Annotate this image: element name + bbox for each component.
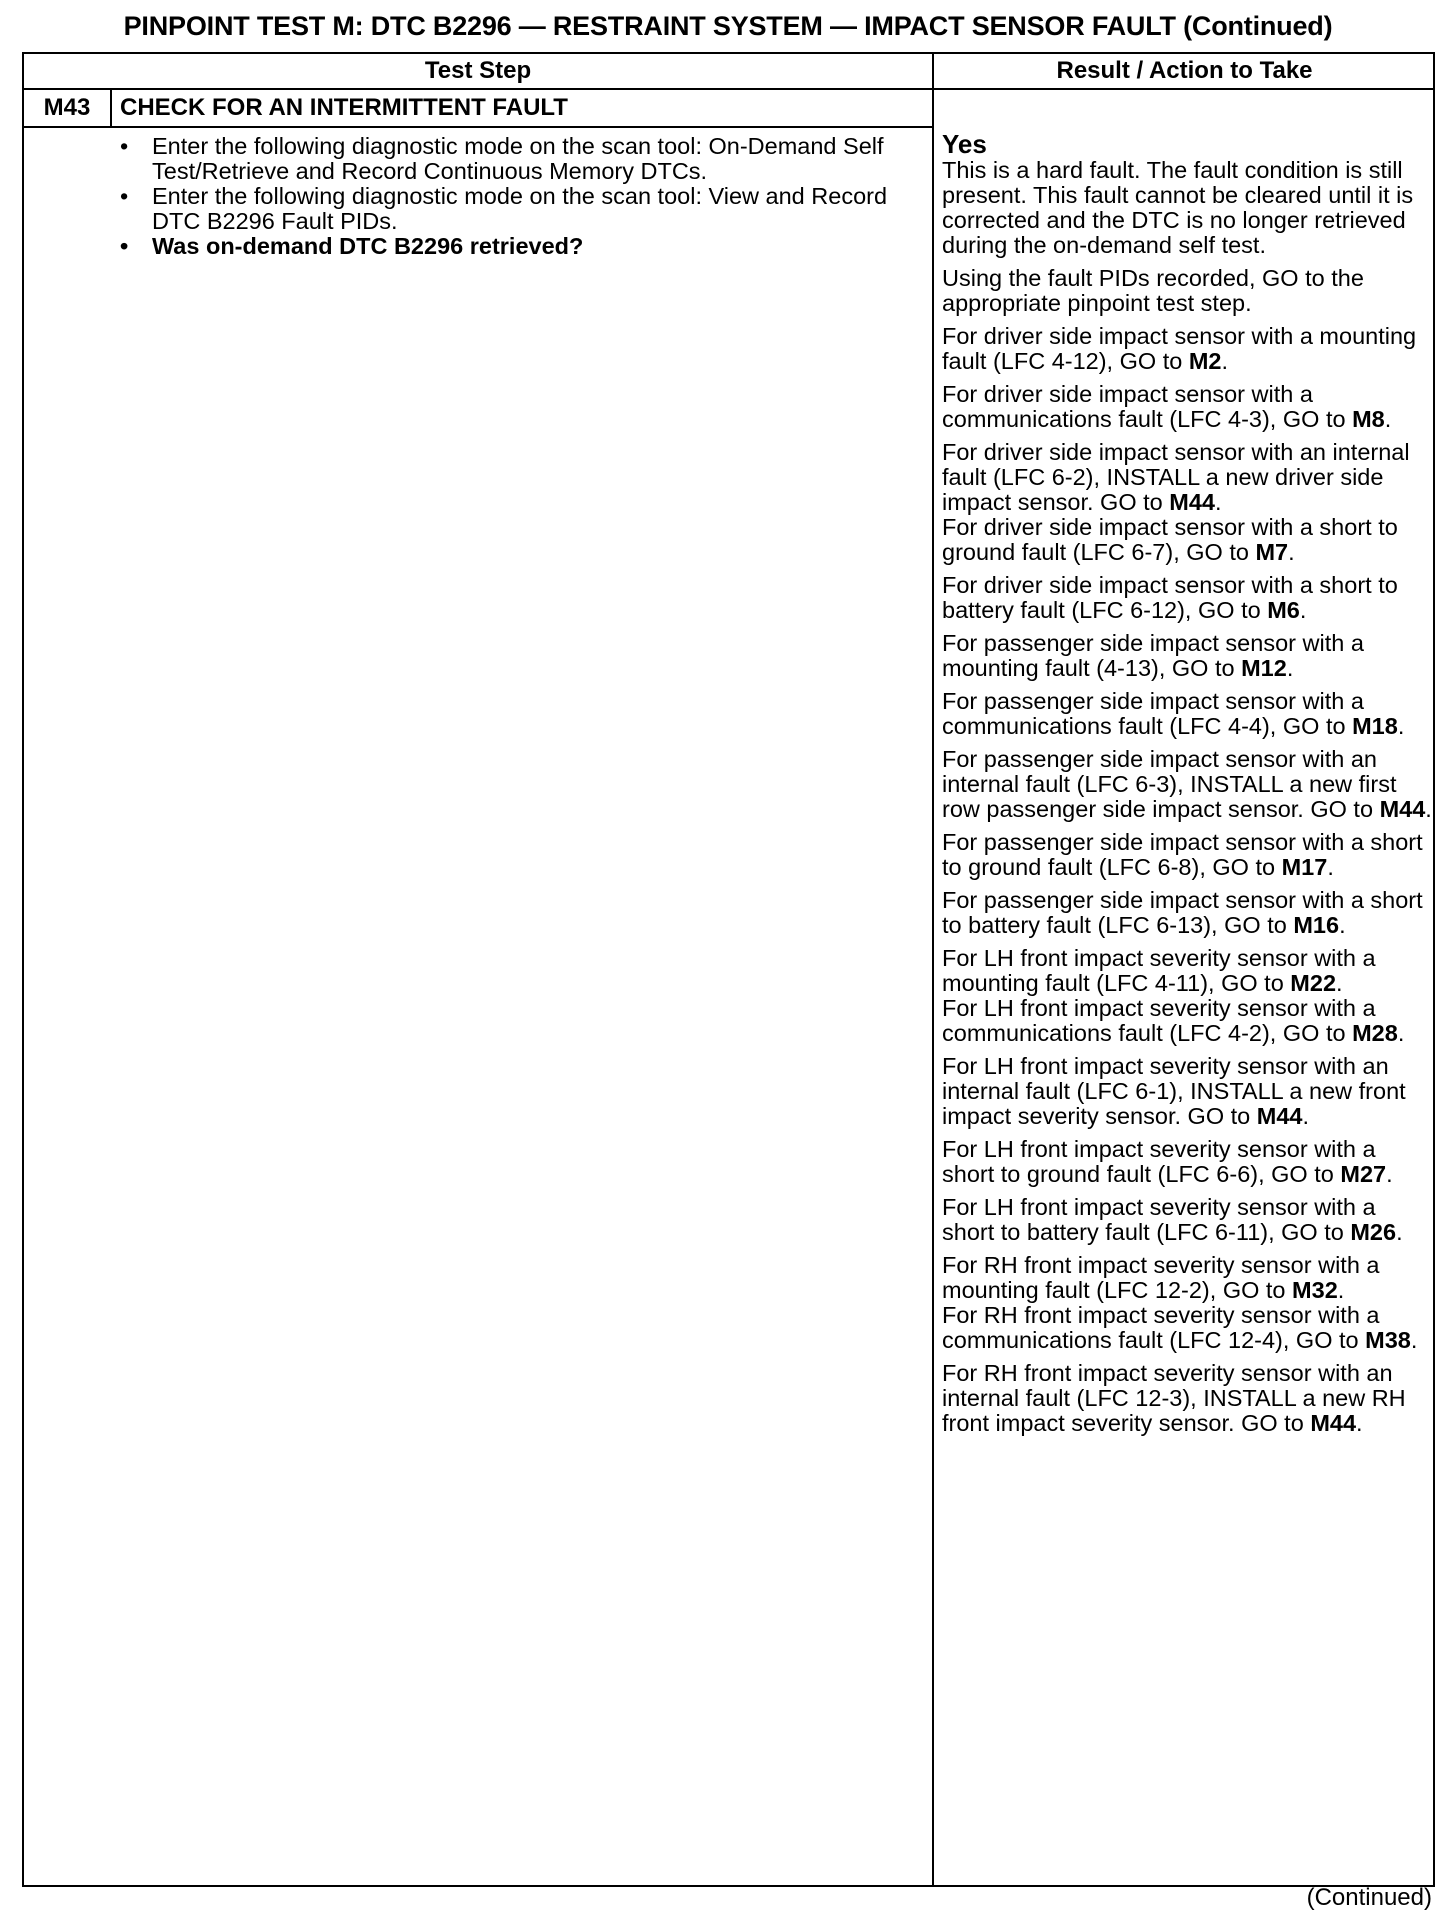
step-reference: M6 (1267, 597, 1300, 623)
step-reference: M16 (1293, 912, 1340, 938)
header-test-step: Test Step (424, 57, 532, 84)
instruction-question: • Was on-demand DTC B2296 retrieved? (120, 233, 584, 259)
action-item: For RH front impact severity sensor with an internal fault (LFC 12-3), INSTALL a new RH front impact severity sensor. GO to M44. (942, 1360, 1406, 1436)
continued-footer: (Continued) (1306, 1884, 1432, 1911)
result-yes-label: Yes (942, 129, 987, 159)
step-reference: M28 (1352, 1020, 1398, 1046)
step-reference: M44 (1310, 1410, 1357, 1436)
step-row-divider (24, 126, 932, 128)
bullet-icon: • (120, 183, 129, 209)
step-reference: M27 (1340, 1161, 1387, 1187)
column-divider (932, 54, 934, 1885)
step-reference: M17 (1281, 854, 1328, 880)
hard-fault-text: This is a hard fault. The fault condition is still present. This fault cannot be cleared until it is corrected and the DTC is no longer retrieved during the on-demand self test. (942, 157, 1414, 258)
action-item: For LH front impact severity sensor with an internal fault (LFC 6-1), INSTALL a new front impact severity sensor. GO to M44. (942, 1053, 1406, 1129)
header-result-action: Result / Action to Take (1056, 57, 1313, 84)
step-reference: M26 (1350, 1219, 1397, 1245)
step-reference: M2 (1188, 348, 1222, 374)
step-reference: M38 (1365, 1327, 1411, 1353)
step-reference: M44 (1256, 1103, 1303, 1129)
bullet-icon: • (120, 133, 129, 159)
pinpoint-test-table (22, 52, 1435, 1887)
step-id: M43 (43, 94, 91, 121)
step-id-divider (110, 88, 112, 126)
page-title: PINPOINT TEST M: DTC B2296 — RESTRAINT SYSTEM — IMPACT SENSOR FAULT (Continued) (123, 11, 1333, 41)
step-reference: M22 (1290, 970, 1337, 996)
step-reference: M12 (1241, 655, 1287, 681)
action-item: For LH front impact severity sensor with a short to ground fault (LFC 6-6), GO to M27. (942, 1136, 1393, 1187)
result-column (942, 130, 1434, 1436)
action-item: For LH front impact severity sensor with a mounting fault (LFC 4-11), GO to M22. (942, 945, 1376, 996)
action-item: For passenger side impact sensor with a short to battery fault (LFC 6-13), GO to M16. (942, 887, 1423, 938)
action-item: For passenger side impact sensor with an internal fault (LFC 6-3), INSTALL a new first row passenger side impact sensor. GO to M44. (942, 746, 1432, 822)
step-reference: M7 (1255, 539, 1289, 565)
action-item: For driver side impact sensor with a mounting fault (LFC 4-12), GO to M2. (942, 323, 1417, 374)
action-item: For driver side impact sensor with a short to ground fault (LFC 6-7), GO to M7. (942, 514, 1398, 565)
step-reference: M32 (1292, 1277, 1338, 1303)
step-reference: M18 (1352, 713, 1398, 739)
instruction-item: • Enter the following diagnostic mode on the scan tool: View and Record DTC B2296 Fault PIDs. (120, 183, 888, 234)
action-item: For RH front impact severity sensor with a mounting fault (LFC 12-2), GO to M32. (942, 1252, 1380, 1303)
action-item: For LH front impact severity sensor with a short to battery fault (LFC 6-11), GO to M26. (942, 1194, 1403, 1245)
action-item: For passenger side impact sensor with a communications fault (LFC 4-4), GO to M18. (942, 688, 1405, 739)
action-item: For driver side impact sensor with a short to battery fault (LFC 6-12), GO to M6. (942, 572, 1398, 623)
action-list (942, 324, 1434, 1436)
step-reference: M8 (1352, 406, 1385, 432)
action-item: For driver side impact sensor with a communications fault (LFC 4-3), GO to M8. (942, 381, 1392, 432)
instruction-list (120, 133, 922, 259)
action-item: For passenger side impact sensor with a short to ground fault (LFC 6-8), GO to M17. (942, 829, 1423, 880)
action-item: For LH front impact severity sensor with a communications fault (LFC 4-2), GO to M28. (942, 995, 1405, 1046)
instruction-item: • Enter the following diagnostic mode on the scan tool: On-Demand Self Test/Retrieve and Record Continuous Memory DTCs. (120, 133, 884, 184)
step-reference: M44 (1169, 489, 1215, 515)
using-pids-text: Using the fault PIDs recorded, GO to the appropriate pinpoint test step. (942, 265, 1364, 316)
action-item: For passenger side impact sensor with a mounting fault (4-13), GO to M12. (942, 630, 1364, 681)
step-title: CHECK FOR AN INTERMITTENT FAULT (120, 94, 568, 121)
bullet-icon: • (120, 233, 129, 259)
action-item: For driver side impact sensor with an internal fault (LFC 6-2), INSTALL a new driver side impact sensor. GO to M44. (942, 439, 1410, 515)
action-item: For RH front impact severity sensor with a communications fault (LFC 12-4), GO to M38. (942, 1302, 1418, 1353)
step-reference: M44 (1379, 796, 1426, 822)
